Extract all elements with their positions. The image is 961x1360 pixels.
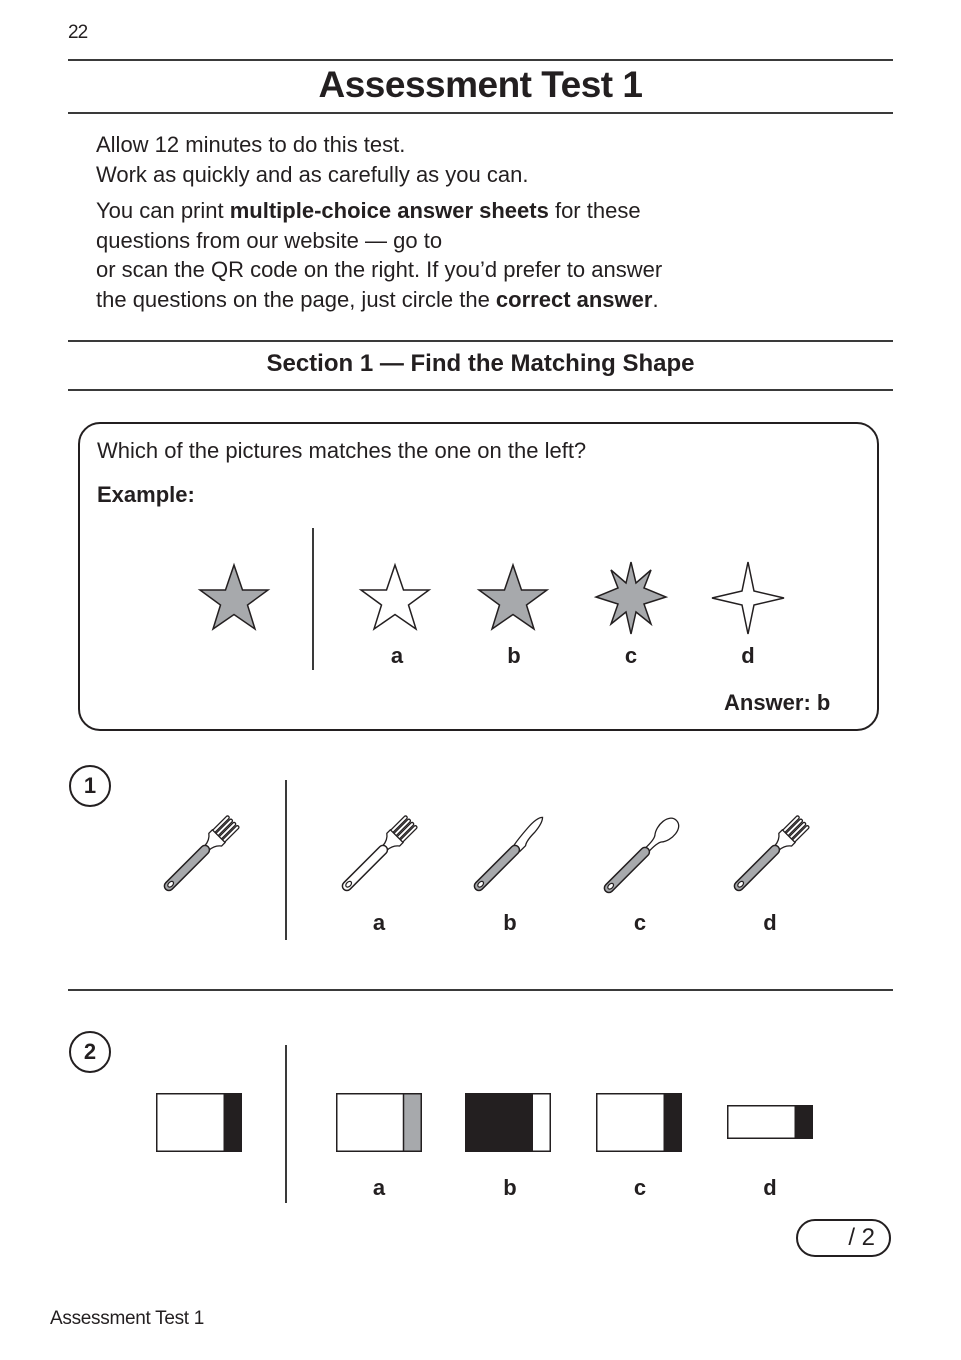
example-option-b-star-icon[interactable] xyxy=(477,562,549,632)
question-2-option-b-rectangle-icon[interactable] xyxy=(465,1093,551,1152)
example-option-c-eight-point-star-icon[interactable] xyxy=(594,560,668,636)
question-1-option-a-label[interactable]: a xyxy=(372,910,386,935)
question-1-option-c-label[interactable]: c xyxy=(633,910,647,935)
divider-section-top xyxy=(68,340,893,342)
question-1-option-b-knife-icon[interactable] xyxy=(460,810,560,905)
divider-section-bottom xyxy=(68,389,893,391)
example-target-star-icon xyxy=(198,562,270,632)
question-2-option-a-label[interactable]: a xyxy=(372,1175,386,1200)
example-divider xyxy=(312,528,314,670)
question-1-number: 1 xyxy=(69,765,111,807)
instructions: Allow 12 minutes to do this test. Work as quickly and as carefully as you can. You can print multiple-choice answer sheets for these questions from our website — go to or scan the QR code on the right. If you’d prefer to answer the questions on the page, just circle the correct answer. xyxy=(96,132,663,312)
question-1-option-d-label[interactable]: d xyxy=(763,910,777,935)
example-option-d-label[interactable]: d xyxy=(741,643,755,668)
example-option-b-label[interactable]: b xyxy=(507,643,521,668)
correct-answer-emphasis: correct answer xyxy=(495,286,653,312)
question-1-option-b-label[interactable]: b xyxy=(503,910,517,935)
question-2-option-d-label[interactable]: d xyxy=(763,1175,777,1200)
question-2-target-rectangle-icon xyxy=(156,1093,242,1152)
score-box[interactable]: / 2 xyxy=(796,1219,891,1257)
example-option-d-four-point-star-icon[interactable] xyxy=(710,560,786,636)
question-2-divider xyxy=(285,1045,287,1203)
answer-sheets-emphasis: multiple-choice answer sheets xyxy=(229,198,549,223)
example-option-a-label[interactable]: a xyxy=(390,643,404,668)
question-1-option-d-fork-icon[interactable] xyxy=(720,810,820,905)
example-option-c-label[interactable]: c xyxy=(624,643,638,668)
instruction-speed: Work as quickly and as carefully as you can. xyxy=(96,161,529,187)
question-1-divider xyxy=(285,780,287,940)
question-1-target-fork-icon xyxy=(150,810,250,905)
question-2-option-c-label[interactable]: c xyxy=(633,1175,647,1200)
page-number: 22 xyxy=(68,22,88,43)
instruction-answer-sheets: You can print multiple-choice answer sheets for these xyxy=(96,198,641,223)
question-2-option-c-rectangle-icon[interactable] xyxy=(596,1093,682,1152)
question-2-option-b-label[interactable]: b xyxy=(503,1175,517,1200)
divider-questions xyxy=(68,989,893,991)
divider-top xyxy=(68,59,893,61)
question-1-option-a-fork-icon[interactable] xyxy=(328,810,428,905)
question-1-option-c-spoon-icon[interactable] xyxy=(590,812,690,907)
divider-title-bottom xyxy=(68,112,893,114)
example-option-a-star-icon[interactable] xyxy=(359,562,431,632)
section-title: Section 1 — Find the Matching Shape xyxy=(266,350,695,377)
question-2-number: 2 xyxy=(69,1031,111,1073)
example-label: Example: xyxy=(97,482,195,507)
instruction-time: Allow 12 minutes to do this test. xyxy=(96,132,406,157)
example-question: Which of the pictures matches the one on the left? xyxy=(97,438,587,463)
question-2-option-d-rectangle-icon[interactable] xyxy=(727,1105,813,1139)
page-title: Assessment Test 1 xyxy=(318,64,643,105)
example-answer: Answer: b xyxy=(724,690,831,715)
footer-title: Assessment Test 1 xyxy=(50,1308,205,1329)
question-2-option-a-rectangle-icon[interactable] xyxy=(336,1093,422,1152)
